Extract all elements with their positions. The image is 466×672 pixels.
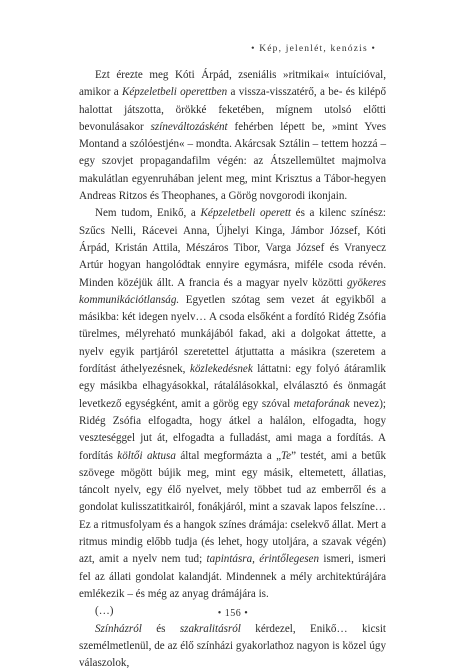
italic-run: szakralitásról xyxy=(180,623,241,635)
italic-run: tapintásra, érintőlegesen xyxy=(207,553,320,565)
paragraph xyxy=(79,621,386,672)
page-number: • 156 • xyxy=(0,608,466,619)
text-run: ” testét, ami a betűk szövege mögött bújik meg, mint egy másik, eltemetett, állatias, táncolt nyelv, egy élő nyelvet, mely többet tud az emberről és a gondolat kulisszatitkairól, fonákjáról, mint a szavak lapos felszíne… Ez a ritmusfolyam és a hangok színes drámája: cselekvő állat. Mert a ritmus mindig előbb tudja (és lehet, hogy utoljára, a szavak végén) azt, amit a nyelv nem tud; xyxy=(79,450,386,566)
italic-run: Képzeletbeli operett xyxy=(201,207,292,219)
text-run: (…) xyxy=(95,605,113,617)
text-run: és xyxy=(142,623,180,635)
italic-run: Színházról xyxy=(95,623,142,635)
italic-run: Képzeletbeli operettben xyxy=(122,86,227,98)
text-run: ismeri, ismeri fel az állati gondolat kalandját. Mindennek a mély architektúrájára emlékezik – és még az anyag drámájára is. xyxy=(79,553,386,600)
italic-run: Te xyxy=(281,450,291,462)
italic-run: metaforának xyxy=(294,398,350,410)
italic-run: színeváltozásként xyxy=(151,121,228,133)
running-header: • Kép, jelenlét, kenózis • xyxy=(251,44,376,54)
text-run: kérdezel, Enikő… kicsit személmetlenül, de az élő színházi gyakorlathoz nagyon is közel úgy válaszolok, xyxy=(79,623,386,670)
italic-run: költői aktusa xyxy=(117,450,176,462)
text-run: fehérben lépett be, »mint Yves Montand a szólóestjén« – mondta. Akárcsak Sztálin – tettem hozzá – egy szovjet propagandafilm végén: az Átszellemültet majmolva makulátlan egyenruhában jelent meg, mint Krisztus a Tábor-hegyen Andreas Ritzos és Theophanes, a Görög novgorodi ikonjain. xyxy=(79,121,386,202)
page-body xyxy=(79,67,386,672)
text-run: a vissza-visszatérő, a be- és kilépő halottat játszotta, örökké feketében, mígnem utolsó előtti bevonulásakor xyxy=(79,86,386,133)
paragraph xyxy=(79,205,386,603)
italic-run: közlekedésnek xyxy=(190,363,253,375)
text-run: Egyetlen szótag sem vezet át egyikből a másikba: két idegen nyelv… A csoda elsőként a fordító Ridég Zsófia türelmes, mélyreható munkájából fakad, aki a dolgokat áttette, a nyelv egyik partjáról szeretettel átjuttatta a másikra (szeretem a fordítást áthelyezésnek, xyxy=(79,294,386,375)
text-run: és a kilenc színész: Szűcs Nelli, Rácevei Anna, Újhelyi Kinga, Jámbor József, Kóti Árpád, Kristán Attila, Mészáros Tibor, Varga József és Vranyecz Artúr hogyan hangolódtak ennyire egymásra, miféle csoda révén. Minden közéjük állt. A francia és a magyar nyelv közötti xyxy=(79,207,386,288)
text-run: nevez); Ridég Zsófia elfogadta, hogy átkel a halálon, elfogadta, hogy veszteséggel jut át, elfogadta a fulladást, ami maga a fordítás. A fordítás xyxy=(79,398,386,462)
text-run: Ezt érezte meg Kóti Árpád, zseniális »ritmikai« intuícióval, amikor a xyxy=(79,69,386,98)
text-run: láttatni: egy folyó átáramlik egy másikba elhagyásokkal, rátalálásokkal, elválasztó és önmagát levetkező egységként, amit a görög egy szóval xyxy=(79,363,386,410)
paragraph xyxy=(79,67,386,205)
italic-run: gyökeres kommunikációtlanság. xyxy=(79,277,386,306)
text-run: által megformázta a „ xyxy=(176,450,281,462)
text-run: Nem tudom, Enikő, a xyxy=(95,207,201,219)
